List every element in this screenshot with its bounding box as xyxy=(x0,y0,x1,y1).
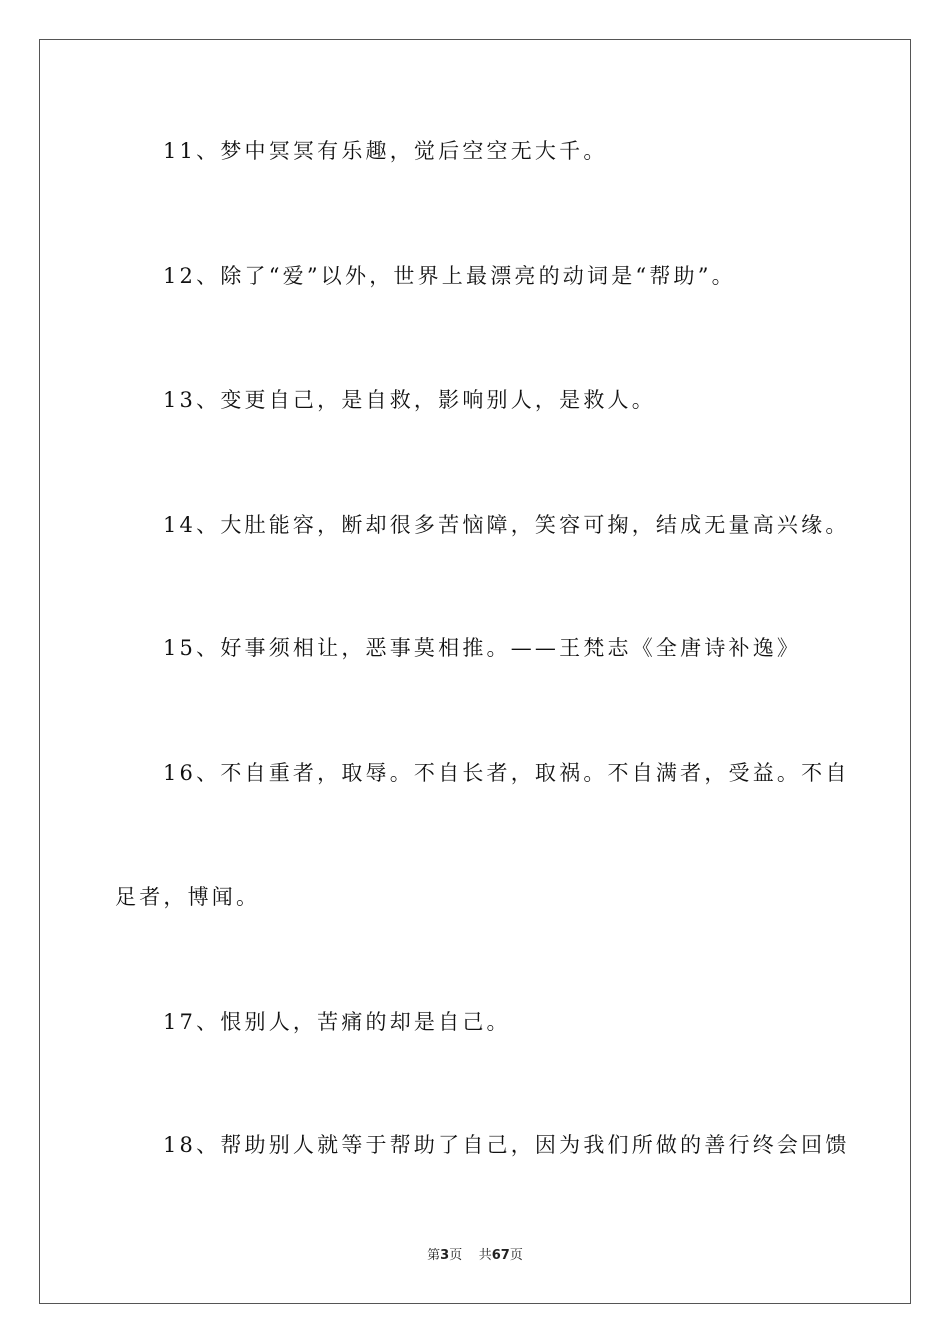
quote-17: 17、恨别人，苦痛的却是自己。 xyxy=(163,1010,511,1034)
quote-14: 14、大肚能容，断却很多苦恼障，笑容可掬，结成无量高兴缘。 xyxy=(163,513,850,537)
quote-16-continued: 足者，博闻。 xyxy=(115,885,261,909)
page-footer xyxy=(0,1244,950,1263)
total-page-count: 67 xyxy=(491,1248,510,1263)
quote-16: 16、不自重者，取辱。不自长者，取祸。不自满者，受益。不自 xyxy=(163,761,850,785)
page-prefix: 第 xyxy=(427,1248,441,1263)
total-prefix: 共 xyxy=(478,1248,492,1263)
current-page-number: 3 xyxy=(440,1248,450,1263)
quote-15: 15、好事须相让，恶事莫相推。——王梵志《全唐诗补逸》 xyxy=(163,636,802,660)
quote-12: 12、除了“爱”以外，世界上最漂亮的动词是“帮助”。 xyxy=(163,264,736,288)
quote-11: 11、梦中冥冥有乐趣，觉后空空无大千。 xyxy=(163,139,608,163)
page-border xyxy=(39,39,911,1304)
quote-18: 18、帮助别人就等于帮助了自己，因为我们所做的善行终会回馈 xyxy=(163,1133,850,1157)
page-suffix: 页 xyxy=(449,1248,463,1263)
total-suffix: 页 xyxy=(509,1248,523,1263)
quote-13: 13、变更自己，是自救，影响别人，是救人。 xyxy=(163,388,656,412)
